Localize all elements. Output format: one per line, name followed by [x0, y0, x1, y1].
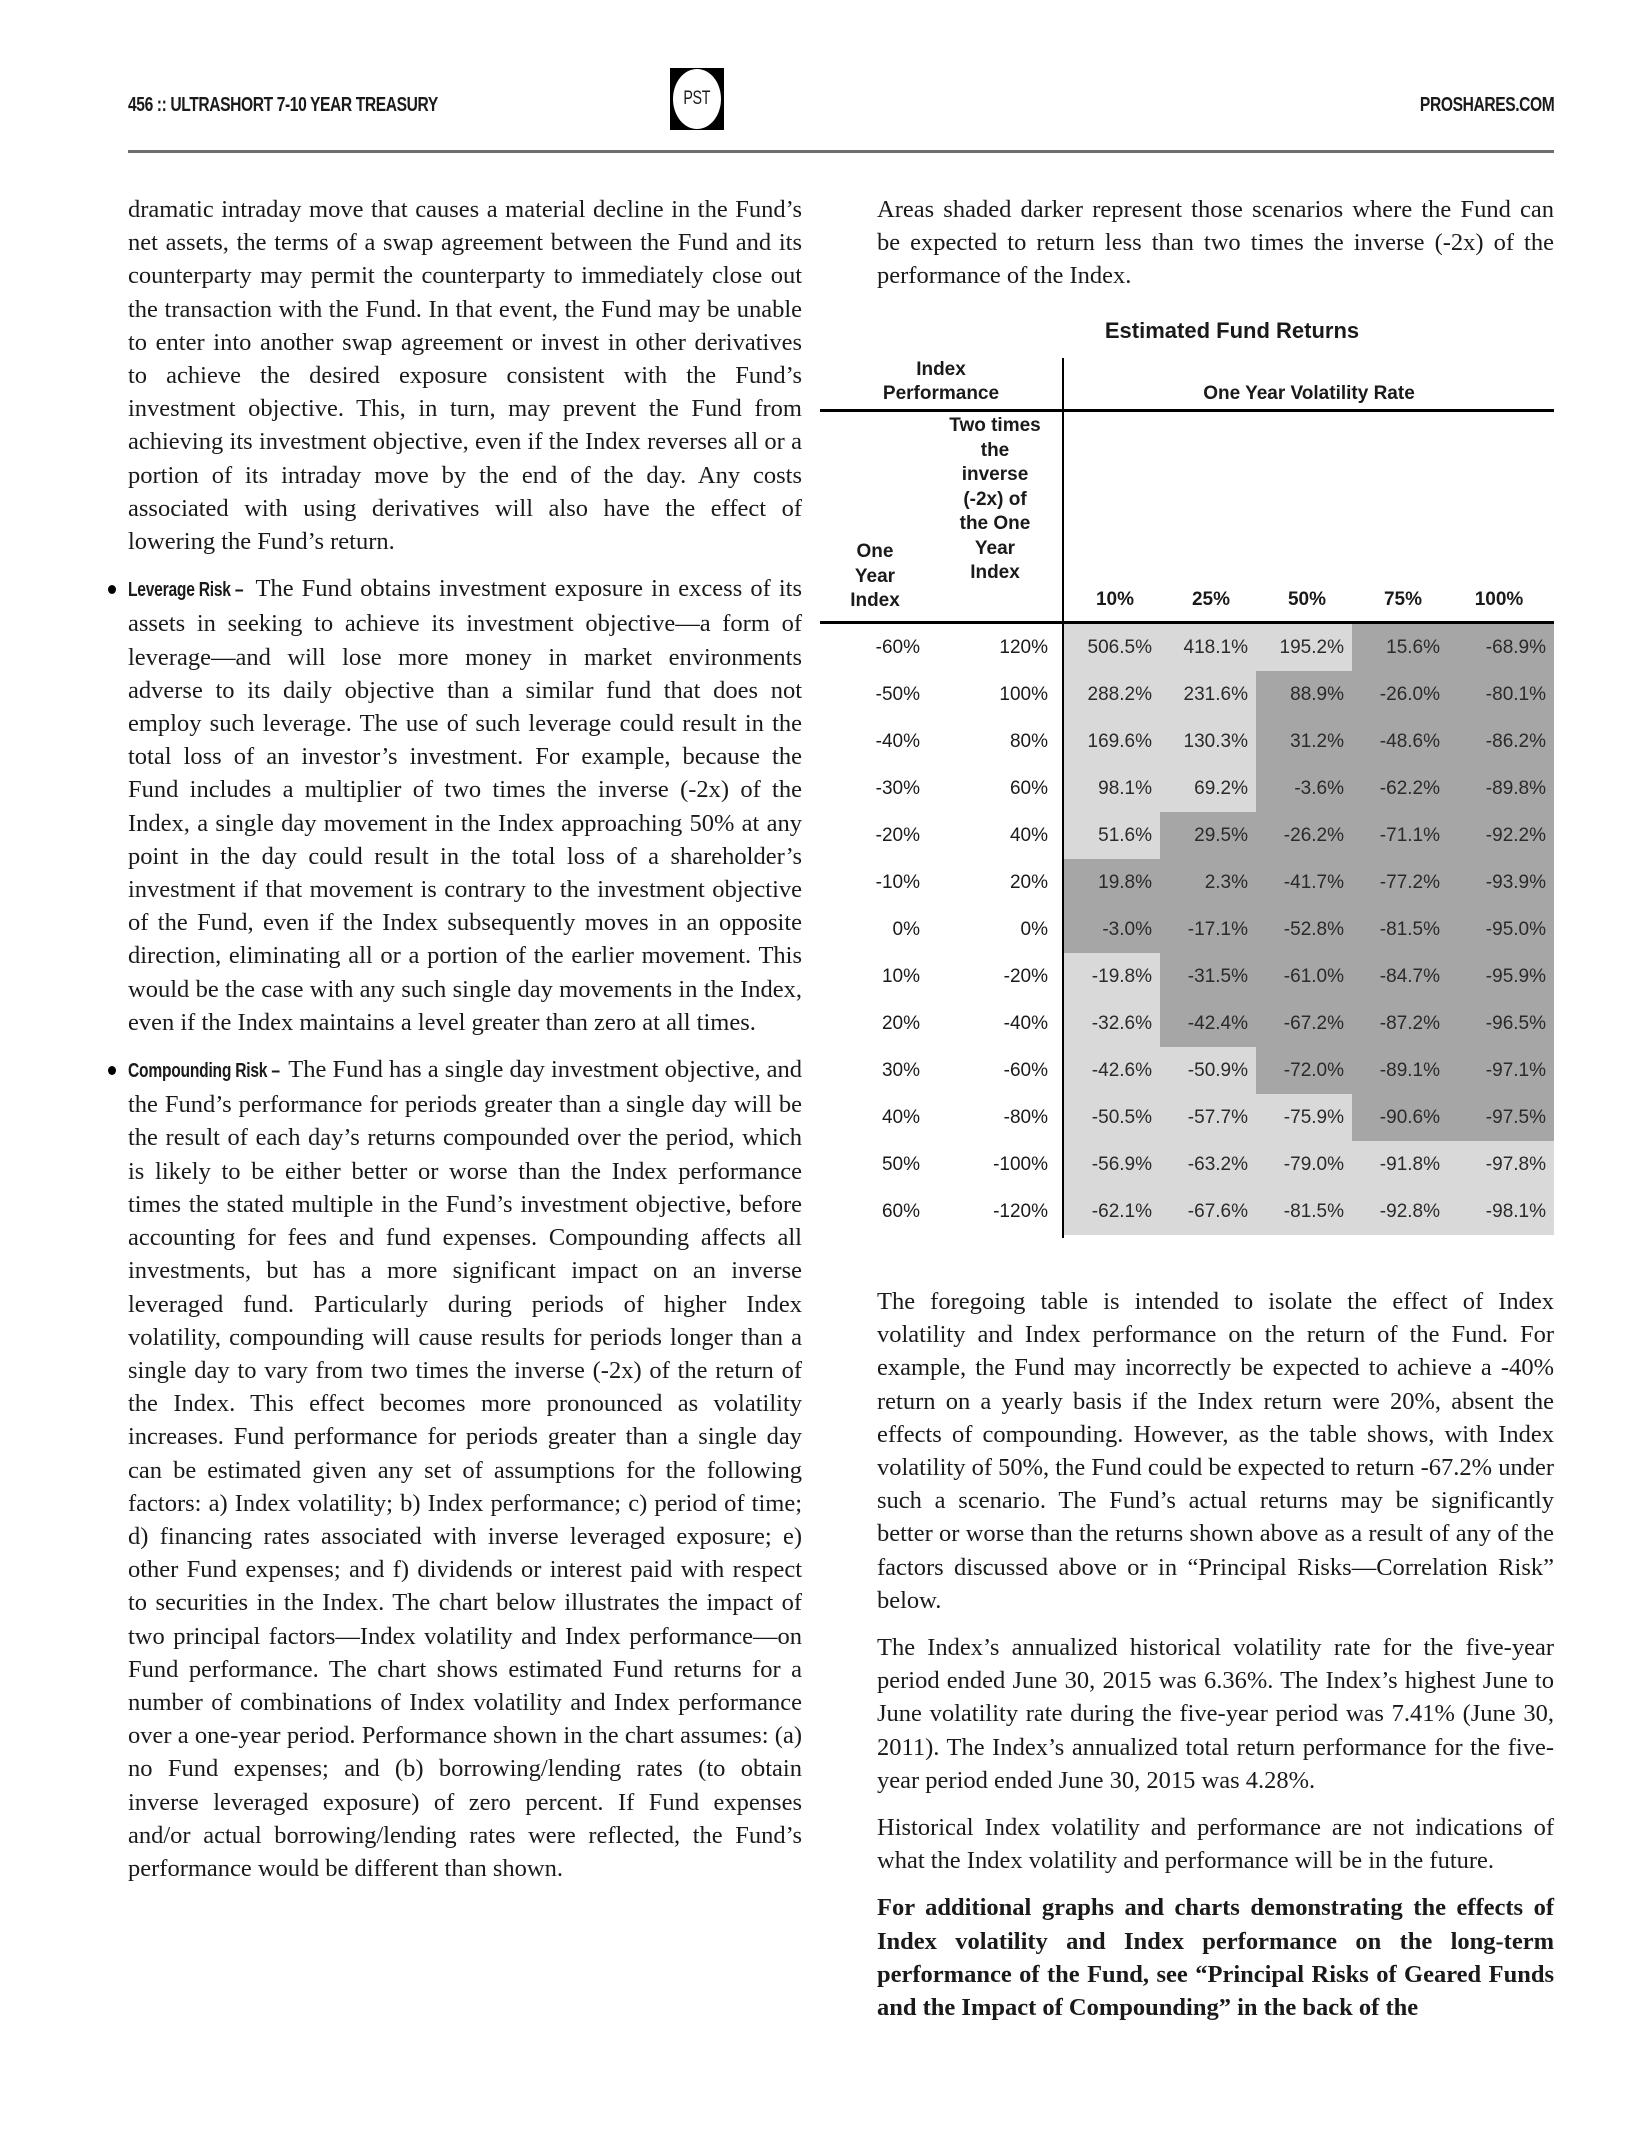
table-row	[820, 1141, 1554, 1188]
estimated-fund-returns-table	[820, 318, 1554, 1222]
fund-return-cell: -92.8%	[1352, 1188, 1448, 1235]
fund-return-cell: 19.8%	[1064, 859, 1160, 906]
paragraph-additional-graphs: For additional graphs and charts demonstrating the effects of Index volatility and Index performance on the long-term performance of the Fund, see “Principal Risks of Geared Funds and the Impact of Compounding” in the back of the	[877, 1894, 1554, 2022]
fund-return-cell: -3.6%	[1256, 765, 1352, 812]
fund-return-cell: -67.2%	[1256, 1000, 1352, 1047]
fund-return-cell: -72.0%	[1256, 1047, 1352, 1094]
paragraph-disclaimer: Historical Index volatility and performance are not indications of what the Index volatility and performance will be in the future.	[877, 1814, 1554, 1875]
table-row	[820, 906, 1554, 953]
fund-return-cell: -81.5%	[1352, 906, 1448, 953]
header-volatility-2: 50%	[1287, 589, 1327, 610]
fund-return-cell: -93.9%	[1448, 859, 1554, 906]
two-times-inverse-cell: -120%	[993, 1201, 1048, 1222]
fund-return-cell: -91.8%	[1352, 1141, 1448, 1188]
fund-return-cell: -26.0%	[1352, 671, 1448, 718]
fund-return-cell: -98.1%	[1448, 1188, 1554, 1235]
bullet-text: The Fund obtains investment exposure in excess of its assets in seeking to achieve its investment objective—a form of leverage—and will lose more money in market environments adverse to its daily objective than a similar fund that does not employ such leverage. The use of such leverage could result in the total loss of an investor’s investment. For example, because the Fund includes a multiplier of two times the inverse (-2x) of the Index, a single day movement in the Index approaching 50% at any point in the day could result in the total loss of a shareholder’s investment if that movement is contrary to the investment objective of the Fund, even if the Index subsequently moves in an opposite direction, eliminating all or a portion of the earlier movement. This would be the case with any such single day movements in the Index, even if the Index maintains a level greater than zero at all times.	[128, 575, 802, 1036]
fund-return-cell: -42.4%	[1160, 1000, 1256, 1047]
one-year-index-cell: -10%	[875, 872, 920, 893]
one-year-index-cell: -50%	[875, 684, 920, 705]
fund-return-cell: -42.6%	[1064, 1047, 1160, 1094]
table-title: Estimated Fund Returns	[1104, 318, 1360, 343]
fund-return-cell: -62.2%	[1352, 765, 1448, 812]
one-year-index-cell: 0%	[892, 919, 920, 940]
table-row	[820, 859, 1554, 906]
fund-return-cell: -81.5%	[1256, 1188, 1352, 1235]
table-row	[820, 1094, 1554, 1141]
header-volatility-rate: One Year Volatility Rate	[1203, 383, 1415, 404]
fund-return-cell: -61.0%	[1256, 953, 1352, 1000]
fund-return-cell: 88.9%	[1256, 671, 1352, 718]
header-volatility-0: 10%	[1095, 589, 1135, 610]
fund-return-cell: -50.9%	[1160, 1047, 1256, 1094]
fund-return-cell: -68.9%	[1448, 624, 1554, 671]
header-rule	[128, 150, 1554, 153]
two-times-inverse-cell: 20%	[1009, 872, 1048, 893]
fund-return-cell: -89.1%	[1352, 1047, 1448, 1094]
right-column-lower	[877, 1285, 1554, 2038]
table-row	[820, 765, 1554, 812]
header-one-year-index: One Year Index	[850, 541, 900, 611]
table-row	[820, 1000, 1554, 1047]
fund-return-cell: 195.2%	[1256, 624, 1352, 671]
fund-return-cell: 69.2%	[1160, 765, 1256, 812]
bullet-compounding-risk	[128, 1053, 802, 1885]
fund-return-cell: 130.3%	[1160, 718, 1256, 765]
fund-return-cell: -17.1%	[1160, 906, 1256, 953]
bullet-lead: Leverage Risk –	[128, 579, 244, 602]
fund-return-cell: -97.1%	[1448, 1047, 1554, 1094]
fund-return-cell: 31.2%	[1256, 718, 1352, 765]
fund-return-cell: -71.1%	[1352, 812, 1448, 859]
header-volatility-1: 25%	[1191, 589, 1231, 610]
table-rule-top	[820, 409, 1554, 412]
paragraph-table-explanation: The foregoing table is intended to isolate the effect of Index volatility and Index performance on the return of the Fund. For example, the Fund may incorrectly be expected to achieve a -40% return on a yearly basis if the Index return were 20%, absent the effects of compounding. However, as the table shows, with Index volatility of 50%, the Fund could be expected to return -67.2% under such a scenario. The Fund’s actual returns may be significantly better or worse than the returns shown above as a result of any of the factors discussed above or in “Principal Risks—Correlation Risk” below.	[877, 1288, 1554, 1614]
fund-return-cell: -77.2%	[1352, 859, 1448, 906]
fund-return-cell: -52.8%	[1256, 906, 1352, 953]
fund-return-cell: 29.5%	[1160, 812, 1256, 859]
two-times-inverse-cell: 60%	[1009, 778, 1048, 799]
fund-return-cell: 418.1%	[1160, 624, 1256, 671]
fund-return-cell: -67.6%	[1160, 1188, 1256, 1235]
header-volatility-4: 100%	[1474, 589, 1524, 610]
two-times-inverse-cell: 80%	[1009, 731, 1048, 752]
fund-return-cell: -48.6%	[1352, 718, 1448, 765]
right-column	[877, 193, 1554, 307]
fund-return-cell: -75.9%	[1256, 1094, 1352, 1141]
two-times-inverse-cell: -40%	[1003, 1013, 1048, 1034]
table-row	[820, 812, 1554, 859]
fund-return-cell: 506.5%	[1064, 624, 1160, 671]
one-year-index-cell: 30%	[881, 1060, 920, 1081]
fund-return-cell: -19.8%	[1064, 953, 1160, 1000]
fund-return-cell: -32.6%	[1064, 1000, 1160, 1047]
paragraph-historical-volatility: The Index’s annualized historical volatility rate for the five-year period ended June 30, 2015 was 6.36%. The Index’s highest June to June volatility rate during the five-year period was 7.41% (June 30, 2011). The Index’s annualized total return performance for the five-year period ended June 30, 2015 was 4.28%.	[877, 1634, 1554, 1794]
table-intro: Areas shaded darker represent those scenarios where the Fund can be expected to return less than two times the inverse (-2x) of the performance of the Index.	[877, 196, 1554, 290]
table-row	[820, 718, 1554, 765]
two-times-inverse-cell: -80%	[1003, 1107, 1048, 1128]
fund-return-cell: -95.0%	[1448, 906, 1554, 953]
one-year-index-cell: -30%	[875, 778, 920, 799]
table-body	[820, 624, 1554, 1235]
two-times-inverse-cell: -100%	[993, 1154, 1048, 1175]
left-column	[128, 193, 802, 1899]
bullet-leverage-risk	[128, 572, 802, 1039]
header-index-performance: Index Performance	[882, 359, 1000, 404]
fund-return-cell: -80.1%	[1448, 671, 1554, 718]
fund-return-cell: -95.9%	[1448, 953, 1554, 1000]
one-year-index-cell: 20%	[881, 1013, 920, 1034]
table-row	[820, 1047, 1554, 1094]
ticker-label: PST	[683, 88, 711, 109]
fund-return-cell: -79.0%	[1256, 1141, 1352, 1188]
page-header-title: 456 :: ULTRASHORT 7-10 YEAR TREASURY	[128, 94, 438, 116]
two-times-inverse-cell: -20%	[1003, 966, 1048, 987]
fund-return-cell: -26.2%	[1256, 812, 1352, 859]
two-times-inverse-cell: 0%	[1020, 919, 1048, 940]
fund-return-cell: -63.2%	[1160, 1141, 1256, 1188]
fund-return-cell: -97.5%	[1448, 1094, 1554, 1141]
fund-return-cell: -50.5%	[1064, 1094, 1160, 1141]
one-year-index-cell: 40%	[881, 1107, 920, 1128]
fund-return-cell: -87.2%	[1352, 1000, 1448, 1047]
page-header	[128, 86, 1554, 126]
fund-return-cell: 51.6%	[1064, 812, 1160, 859]
table-row	[820, 953, 1554, 1000]
one-year-index-cell: 50%	[881, 1154, 920, 1175]
bullet-text: The Fund has a single day investment objective, and the Fund’s performance for periods greater than a single day will be the result of each day’s returns compounded over the period, which is likely to be either better or worse than the Index performance times the stated multiple in the Fund’s investment objective, before accounting for fees and fund expenses. Compounding affects all investments, but has a more significant impact on an inverse leveraged fund. Particularly during periods of higher Index volatility, compounding will cause results for periods longer than a single day to vary from two times the inverse (-2x) of the return of the Index. This effect becomes more pronounced as volatility increases. Fund performance for periods greater than a single day can be estimated given any set of assumptions for the following factors: a) Index volatility; b) Index performance; c) period of time; d) financing rates associated with inverse leveraged exposure; e) other Fund expenses; and f) dividends or interest paid with respect to securities in the Index. The chart below illustrates the impact of two principal factors—Index volatility and Index performance—on Fund performance. The chart shows estimated Fund returns for a number of combinations of Index volatility and Index performance over a one-year period. Performance shown in the chart assumes: (a) no Fund expenses; and (b) borrowing/lending rates (to obtain inverse leveraged exposure) of zero percent. If Fund expenses and/or actual borrowing/lending rates were reflected, the Fund’s performance would be different than shown.	[128, 1056, 802, 1882]
two-times-inverse-cell: 40%	[1009, 825, 1048, 846]
site-url: PROSHARES.COM	[1419, 94, 1554, 116]
fund-return-cell: -56.9%	[1064, 1141, 1160, 1188]
fund-return-cell: 15.6%	[1352, 624, 1448, 671]
fund-return-cell: -41.7%	[1256, 859, 1352, 906]
intro-paragraph: dramatic intraday move that causes a material decline in the Fund’s net assets, the terms of a swap agreement between the Fund and its counterparty may permit the counterparty to immediately close out the transaction with the Fund. In that event, the Fund may be unable to enter into another swap agreement or invest in other derivatives to achieve the desired exposure consistent with the Fund’s investment objective. This, in turn, may prevent the Fund from achieving its investment objective, even if the Index reverses all or a portion of its intraday move by the end of the day. Any costs associated with using derivatives will also have the effect of lowering the Fund’s return.	[128, 196, 802, 556]
table-row	[820, 671, 1554, 718]
fund-return-cell: 169.6%	[1064, 718, 1160, 765]
fund-return-cell: -31.5%	[1160, 953, 1256, 1000]
two-times-inverse-cell: 100%	[999, 684, 1048, 705]
fund-return-cell: 98.1%	[1064, 765, 1160, 812]
fund-return-cell: -3.0%	[1064, 906, 1160, 953]
fund-return-cell: -97.8%	[1448, 1141, 1554, 1188]
fund-return-cell: -84.7%	[1352, 953, 1448, 1000]
fund-return-cell: -89.8%	[1448, 765, 1554, 812]
fund-return-cell: -62.1%	[1064, 1188, 1160, 1235]
one-year-index-cell: 60%	[881, 1201, 920, 1222]
two-times-inverse-cell: -60%	[1003, 1060, 1048, 1081]
header-volatility-3: 75%	[1383, 589, 1423, 610]
fund-return-cell: 2.3%	[1160, 859, 1256, 906]
one-year-index-cell: -20%	[875, 825, 920, 846]
one-year-index-cell: 10%	[881, 966, 920, 987]
two-times-inverse-cell: 120%	[999, 637, 1048, 658]
one-year-index-cell: -40%	[875, 731, 920, 752]
fund-return-cell: -57.7%	[1160, 1094, 1256, 1141]
fund-return-cell: 288.2%	[1064, 671, 1160, 718]
one-year-index-cell: -60%	[875, 637, 920, 658]
fund-return-cell: 231.6%	[1160, 671, 1256, 718]
fund-return-cell: -90.6%	[1352, 1094, 1448, 1141]
fund-return-cell: -92.2%	[1448, 812, 1554, 859]
bullet-lead: Compounding Risk –	[128, 1060, 280, 1083]
fund-return-cell: -96.5%	[1448, 1000, 1554, 1047]
table-row	[820, 1188, 1554, 1235]
ticker-badge	[670, 68, 724, 130]
header-two-times-inverse: Two times the inverse (-2x) of the One Year Index	[949, 415, 1041, 583]
fund-return-cell: -86.2%	[1448, 718, 1554, 765]
table-row	[820, 624, 1554, 671]
